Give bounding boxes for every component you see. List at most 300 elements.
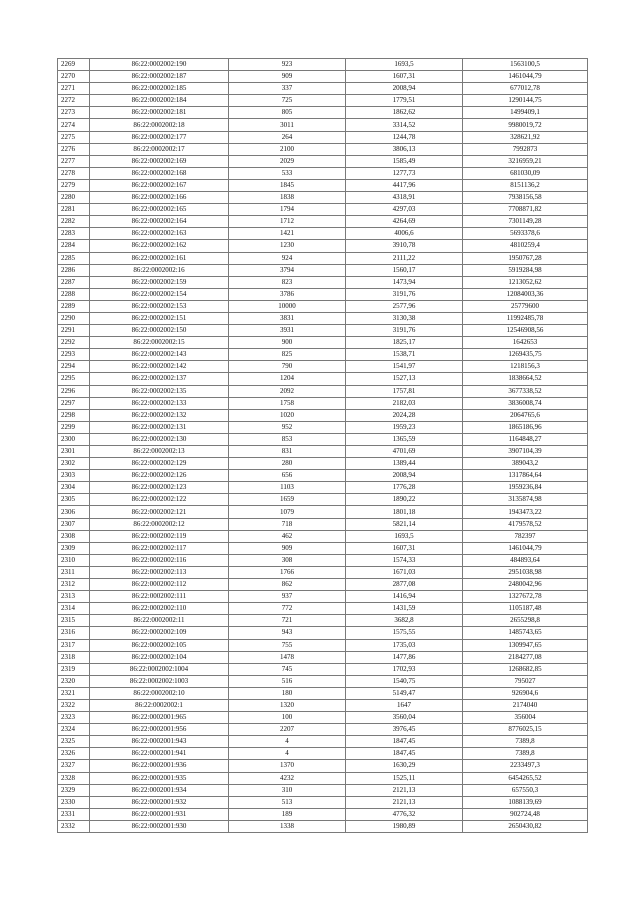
cadastral-number-cell: 86:22:0002002:137	[90, 373, 229, 385]
area-cell: 1794	[229, 204, 346, 216]
area-cell: 772	[229, 603, 346, 615]
cadastral-number-cell: 86:22:0002002:13	[90, 446, 229, 458]
table-body	[58, 59, 588, 833]
row-number-cell: 2299	[58, 421, 90, 433]
area-cell: 909	[229, 542, 346, 554]
area-cell: 924	[229, 252, 346, 264]
cadastral-value-cell: 926904,6	[463, 687, 588, 699]
specific-value-cell: 1693,5	[346, 59, 463, 71]
table-row	[58, 312, 588, 324]
row-number-cell: 2315	[58, 615, 90, 627]
row-number-cell: 2310	[58, 554, 90, 566]
area-cell: 180	[229, 687, 346, 699]
row-number-cell: 2307	[58, 518, 90, 530]
area-cell: 4232	[229, 772, 346, 784]
specific-value-cell: 4318,91	[346, 192, 463, 204]
area-cell: 1370	[229, 760, 346, 772]
row-number-cell: 2308	[58, 530, 90, 542]
specific-value-cell: 3314,52	[346, 119, 463, 131]
table-row	[58, 736, 588, 748]
specific-value-cell: 2121,13	[346, 796, 463, 808]
cadastral-number-cell: 86:22:0002001:956	[90, 724, 229, 736]
area-cell: 718	[229, 518, 346, 530]
cadastral-value-cell: 1461044,79	[463, 71, 588, 83]
row-number-cell: 2283	[58, 228, 90, 240]
cadastral-value-cell: 4179578,52	[463, 518, 588, 530]
row-number-cell: 2293	[58, 349, 90, 361]
specific-value-cell: 1801,18	[346, 506, 463, 518]
row-number-cell: 2271	[58, 83, 90, 95]
row-number-cell: 2284	[58, 240, 90, 252]
row-number-cell: 2286	[58, 264, 90, 276]
cadastral-value-cell: 1309947,65	[463, 639, 588, 651]
row-number-cell: 2306	[58, 506, 90, 518]
cadastral-value-cell: 8776025,15	[463, 724, 588, 736]
row-number-cell: 2298	[58, 409, 90, 421]
cadastral-number-cell: 86:22:0002002:185	[90, 83, 229, 95]
row-number-cell: 2285	[58, 252, 90, 264]
row-number-cell: 2282	[58, 216, 90, 228]
table-row	[58, 603, 588, 615]
row-number-cell: 2276	[58, 143, 90, 155]
row-number-cell: 2294	[58, 361, 90, 373]
table-row	[58, 542, 588, 554]
cadastral-value-cell: 484893,64	[463, 554, 588, 566]
area-cell: 280	[229, 458, 346, 470]
specific-value-cell: 1779,51	[346, 95, 463, 107]
row-number-cell: 2321	[58, 687, 90, 699]
row-number-cell: 2325	[58, 736, 90, 748]
area-cell: 755	[229, 639, 346, 651]
cadastral-value-cell: 328621,92	[463, 131, 588, 143]
table-row	[58, 409, 588, 421]
specific-value-cell: 1671,03	[346, 566, 463, 578]
area-cell: 1079	[229, 506, 346, 518]
cadastral-number-cell: 86:22:0002001:935	[90, 772, 229, 784]
cadastral-value-cell: 11992485,78	[463, 312, 588, 324]
row-number-cell: 2313	[58, 591, 90, 603]
table-row	[58, 337, 588, 349]
area-cell: 909	[229, 71, 346, 83]
cadastral-value-cell: 1642653	[463, 337, 588, 349]
area-cell: 923	[229, 59, 346, 71]
cadastral-number-cell: 86:22:0002002:184	[90, 95, 229, 107]
cadastral-value-cell: 9980019,72	[463, 119, 588, 131]
row-number-cell: 2317	[58, 639, 90, 651]
cadastral-value-cell: 1290144,75	[463, 95, 588, 107]
row-number-cell: 2309	[58, 542, 90, 554]
cadastral-number-cell: 86:22:0002002:131	[90, 421, 229, 433]
cadastral-number-cell: 86:22:0002002:122	[90, 494, 229, 506]
area-cell: 1230	[229, 240, 346, 252]
table-row	[58, 518, 588, 530]
cadastral-value-cell: 1088139,69	[463, 796, 588, 808]
specific-value-cell: 1477,86	[346, 651, 463, 663]
row-number-cell: 2324	[58, 724, 90, 736]
cadastral-value-cell: 6454265,52	[463, 772, 588, 784]
cadastral-value-cell: 7992873	[463, 143, 588, 155]
table-row	[58, 820, 588, 832]
cadastral-number-cell: 86:22:0002002:1003	[90, 675, 229, 687]
area-cell: 3786	[229, 288, 346, 300]
area-cell: 862	[229, 579, 346, 591]
cadastral-number-cell: 86:22:0002002:181	[90, 107, 229, 119]
specific-value-cell: 2877,08	[346, 579, 463, 591]
table-row	[58, 446, 588, 458]
table-row	[58, 784, 588, 796]
specific-value-cell: 2111,22	[346, 252, 463, 264]
table-row	[58, 627, 588, 639]
cadastral-value-cell: 7708871,82	[463, 204, 588, 216]
cadastral-number-cell: 86:22:0002002:15	[90, 337, 229, 349]
cadastral-number-cell: 86:22:0002001:931	[90, 808, 229, 820]
specific-value-cell: 1607,31	[346, 542, 463, 554]
cadastral-number-cell: 86:22:0002001:936	[90, 760, 229, 772]
specific-value-cell: 1389,44	[346, 458, 463, 470]
table-row	[58, 591, 588, 603]
row-number-cell: 2290	[58, 312, 90, 324]
table-row	[58, 361, 588, 373]
table-row	[58, 566, 588, 578]
table-row	[58, 554, 588, 566]
cadastral-value-cell: 782397	[463, 530, 588, 542]
table-row	[58, 95, 588, 107]
row-number-cell: 2289	[58, 300, 90, 312]
row-number-cell: 2281	[58, 204, 90, 216]
cadastral-value-cell: 1865186,96	[463, 421, 588, 433]
cadastral-number-cell: 86:22:0002002:1004	[90, 663, 229, 675]
area-cell: 823	[229, 276, 346, 288]
cadastral-number-cell: 86:22:0002002:153	[90, 300, 229, 312]
table-row	[58, 119, 588, 131]
cadastral-number-cell: 86:22:0002002:159	[90, 276, 229, 288]
cadastral-value-cell: 1499409,1	[463, 107, 588, 119]
table-row	[58, 808, 588, 820]
cadastral-number-cell: 86:22:0002001:934	[90, 784, 229, 796]
table-row	[58, 796, 588, 808]
area-cell: 1103	[229, 482, 346, 494]
cadastral-number-cell: 86:22:0002002:119	[90, 530, 229, 542]
table-row	[58, 59, 588, 71]
specific-value-cell: 1607,31	[346, 71, 463, 83]
table-row	[58, 470, 588, 482]
cadastral-number-cell: 86:22:0002002:132	[90, 409, 229, 421]
area-cell: 943	[229, 627, 346, 639]
table-row	[58, 107, 588, 119]
area-cell: 1758	[229, 397, 346, 409]
cadastral-value-cell: 681030,09	[463, 167, 588, 179]
area-cell: 3011	[229, 119, 346, 131]
table-row	[58, 228, 588, 240]
specific-value-cell: 1560,17	[346, 264, 463, 276]
table-row	[58, 615, 588, 627]
specific-value-cell: 4776,32	[346, 808, 463, 820]
specific-value-cell: 2024,28	[346, 409, 463, 421]
specific-value-cell: 1416,94	[346, 591, 463, 603]
row-number-cell: 2274	[58, 119, 90, 131]
cadastral-value-cell: 3677338,52	[463, 385, 588, 397]
cadastral-number-cell: 86:22:0002002:150	[90, 325, 229, 337]
cadastral-number-cell: 86:22:0002002:104	[90, 651, 229, 663]
table-row	[58, 252, 588, 264]
row-number-cell: 2331	[58, 808, 90, 820]
table-row	[58, 192, 588, 204]
specific-value-cell: 2008,94	[346, 83, 463, 95]
cadastral-number-cell: 86:22:0002002:113	[90, 566, 229, 578]
table-row	[58, 699, 588, 711]
area-cell: 2029	[229, 155, 346, 167]
cadastral-value-cell: 1563100,5	[463, 59, 588, 71]
cadastral-value-cell: 1950767,28	[463, 252, 588, 264]
cadastral-value-cell: 1838664,52	[463, 373, 588, 385]
cadastral-number-cell: 86:22:0002001:943	[90, 736, 229, 748]
specific-value-cell: 1585,49	[346, 155, 463, 167]
area-cell: 831	[229, 446, 346, 458]
specific-value-cell: 1540,75	[346, 675, 463, 687]
row-number-cell: 2272	[58, 95, 90, 107]
cadastral-number-cell: 86:22:0002001:932	[90, 796, 229, 808]
row-number-cell: 2288	[58, 288, 90, 300]
table-row	[58, 724, 588, 736]
row-number-cell: 2319	[58, 663, 90, 675]
cadastral-value-cell: 1485743,65	[463, 627, 588, 639]
row-number-cell: 2270	[58, 71, 90, 83]
table-row	[58, 397, 588, 409]
area-cell: 853	[229, 433, 346, 445]
cadastral-value-cell: 2951038,98	[463, 566, 588, 578]
specific-value-cell: 1244,78	[346, 131, 463, 143]
table-row	[58, 663, 588, 675]
cadastral-number-cell: 86:22:0002002:130	[90, 433, 229, 445]
cadastral-number-cell: 86:22:0002002:190	[90, 59, 229, 71]
table-row	[58, 687, 588, 699]
area-cell: 805	[229, 107, 346, 119]
specific-value-cell: 1693,5	[346, 530, 463, 542]
table-row	[58, 264, 588, 276]
row-number-cell: 2269	[58, 59, 90, 71]
cadastral-value-cell: 1327672,78	[463, 591, 588, 603]
cadastral-value-cell: 12546908,56	[463, 325, 588, 337]
table-row	[58, 179, 588, 191]
specific-value-cell: 3130,38	[346, 312, 463, 324]
table-row	[58, 458, 588, 470]
table-row	[58, 373, 588, 385]
table-row	[58, 143, 588, 155]
cadastral-number-cell: 86:22:0002002:12	[90, 518, 229, 530]
table-row	[58, 349, 588, 361]
area-cell: 825	[229, 349, 346, 361]
specific-value-cell: 1575,55	[346, 627, 463, 639]
specific-value-cell: 1847,45	[346, 748, 463, 760]
specific-value-cell: 2182,03	[346, 397, 463, 409]
specific-value-cell: 1525,11	[346, 772, 463, 784]
cadastral-value-cell: 1269435,75	[463, 349, 588, 361]
cadastral-value-cell: 1317864,64	[463, 470, 588, 482]
row-number-cell: 2332	[58, 820, 90, 832]
specific-value-cell: 1431,59	[346, 603, 463, 615]
row-number-cell: 2303	[58, 470, 90, 482]
cadastral-number-cell: 86:22:0002002:10	[90, 687, 229, 699]
row-number-cell: 2295	[58, 373, 90, 385]
cadastral-value-cell: 1164848,27	[463, 433, 588, 445]
area-cell: 656	[229, 470, 346, 482]
specific-value-cell: 1757,81	[346, 385, 463, 397]
specific-value-cell: 1890,22	[346, 494, 463, 506]
cadastral-number-cell: 86:22:0002002:165	[90, 204, 229, 216]
cadastral-value-cell: 1268682,85	[463, 663, 588, 675]
specific-value-cell: 3191,76	[346, 325, 463, 337]
table-row	[58, 288, 588, 300]
table-row	[58, 482, 588, 494]
area-cell: 1659	[229, 494, 346, 506]
specific-value-cell: 1538,71	[346, 349, 463, 361]
table-row	[58, 204, 588, 216]
cadastral-value-cell: 12084003,36	[463, 288, 588, 300]
table-row	[58, 385, 588, 397]
row-number-cell: 2278	[58, 167, 90, 179]
row-number-cell: 2280	[58, 192, 90, 204]
table-row	[58, 240, 588, 252]
specific-value-cell: 2008,94	[346, 470, 463, 482]
area-cell: 3931	[229, 325, 346, 337]
cadastral-value-cell: 657550,3	[463, 784, 588, 796]
table-row	[58, 651, 588, 663]
specific-value-cell: 1847,45	[346, 736, 463, 748]
cadastral-number-cell: 86:22:0002002:169	[90, 155, 229, 167]
table-row	[58, 433, 588, 445]
cadastral-number-cell: 86:22:0002002:105	[90, 639, 229, 651]
row-number-cell: 2297	[58, 397, 90, 409]
area-cell: 4	[229, 736, 346, 748]
cadastral-value-cell: 5693378,6	[463, 228, 588, 240]
specific-value-cell: 3191,76	[346, 288, 463, 300]
cadastral-value-cell: 3216959,21	[463, 155, 588, 167]
table-row	[58, 276, 588, 288]
cadastral-number-cell: 86:22:0002002:121	[90, 506, 229, 518]
area-cell: 790	[229, 361, 346, 373]
specific-value-cell: 4701,69	[346, 446, 463, 458]
cadastral-number-cell: 86:22:0002002:164	[90, 216, 229, 228]
area-cell: 1845	[229, 179, 346, 191]
cadastral-number-cell: 86:22:0002001:941	[90, 748, 229, 760]
row-number-cell: 2287	[58, 276, 90, 288]
cadastral-value-cell: 2650430,82	[463, 820, 588, 832]
table-row	[58, 748, 588, 760]
table-row	[58, 675, 588, 687]
specific-value-cell: 5149,47	[346, 687, 463, 699]
table-row	[58, 131, 588, 143]
area-cell: 264	[229, 131, 346, 143]
cadastral-value-cell: 1105187,48	[463, 603, 588, 615]
row-number-cell: 2323	[58, 712, 90, 724]
cadastral-number-cell: 86:22:0002002:135	[90, 385, 229, 397]
table-row	[58, 421, 588, 433]
cadastral-number-cell: 86:22:0002001:930	[90, 820, 229, 832]
specific-value-cell: 1862,62	[346, 107, 463, 119]
area-cell: 4	[229, 748, 346, 760]
area-cell: 513	[229, 796, 346, 808]
cadastral-value-cell: 1218156,3	[463, 361, 588, 373]
table-row	[58, 579, 588, 591]
cadastral-number-cell: 86:22:0002002:11	[90, 615, 229, 627]
cadastral-value-cell: 2233497,3	[463, 760, 588, 772]
specific-value-cell: 1825,17	[346, 337, 463, 349]
table-row	[58, 216, 588, 228]
table-row	[58, 71, 588, 83]
row-number-cell: 2326	[58, 748, 90, 760]
table-row	[58, 300, 588, 312]
cadastral-number-cell: 86:22:0002002:16	[90, 264, 229, 276]
cadastral-number-cell: 86:22:0002002:123	[90, 482, 229, 494]
area-cell: 937	[229, 591, 346, 603]
cadastral-value-cell: 5919284,98	[463, 264, 588, 276]
row-number-cell: 2277	[58, 155, 90, 167]
specific-value-cell: 4264,69	[346, 216, 463, 228]
row-number-cell: 2311	[58, 566, 90, 578]
cadastral-number-cell: 86:22:0002002:167	[90, 179, 229, 191]
area-cell: 1838	[229, 192, 346, 204]
specific-value-cell: 1527,13	[346, 373, 463, 385]
area-cell: 1020	[229, 409, 346, 421]
area-cell: 3831	[229, 312, 346, 324]
area-cell: 3794	[229, 264, 346, 276]
row-number-cell: 2304	[58, 482, 90, 494]
cadastral-value-cell: 3907104,39	[463, 446, 588, 458]
cadastral-value-cell: 2064765,6	[463, 409, 588, 421]
area-cell: 2207	[229, 724, 346, 736]
cadastral-value-cell: 7301149,28	[463, 216, 588, 228]
specific-value-cell: 1735,03	[346, 639, 463, 651]
row-number-cell: 2328	[58, 772, 90, 784]
specific-value-cell: 1702,93	[346, 663, 463, 675]
table-row	[58, 530, 588, 542]
specific-value-cell: 1541,97	[346, 361, 463, 373]
specific-value-cell: 1365,59	[346, 433, 463, 445]
cadastral-number-cell: 86:22:0002002:142	[90, 361, 229, 373]
specific-value-cell: 1574,33	[346, 554, 463, 566]
cadastral-number-cell: 86:22:0002002:109	[90, 627, 229, 639]
cadastral-value-cell: 795027	[463, 675, 588, 687]
specific-value-cell: 1473,94	[346, 276, 463, 288]
area-cell: 900	[229, 337, 346, 349]
area-cell: 745	[229, 663, 346, 675]
cadastral-value-cell: 7389,8	[463, 748, 588, 760]
table-row	[58, 772, 588, 784]
area-cell: 337	[229, 83, 346, 95]
area-cell: 533	[229, 167, 346, 179]
cadastral-number-cell: 86:22:0002002:143	[90, 349, 229, 361]
row-number-cell: 2318	[58, 651, 90, 663]
area-cell: 310	[229, 784, 346, 796]
cadastral-number-cell: 86:22:0002002:166	[90, 192, 229, 204]
area-cell: 725	[229, 95, 346, 107]
area-cell: 1712	[229, 216, 346, 228]
cadastral-value-cell: 2184277,08	[463, 651, 588, 663]
row-number-cell: 2302	[58, 458, 90, 470]
row-number-cell: 2329	[58, 784, 90, 796]
area-cell: 1478	[229, 651, 346, 663]
specific-value-cell: 1980,89	[346, 820, 463, 832]
table-row	[58, 155, 588, 167]
specific-value-cell: 3976,45	[346, 724, 463, 736]
cadastral-value-cell: 3135874,98	[463, 494, 588, 506]
cadastral-number-cell: 86:22:0002002:133	[90, 397, 229, 409]
specific-value-cell: 3806,13	[346, 143, 463, 155]
table-row	[58, 83, 588, 95]
table-row	[58, 494, 588, 506]
cadastral-value-cell: 3836008,74	[463, 397, 588, 409]
cadastral-number-cell: 86:22:0002002:162	[90, 240, 229, 252]
